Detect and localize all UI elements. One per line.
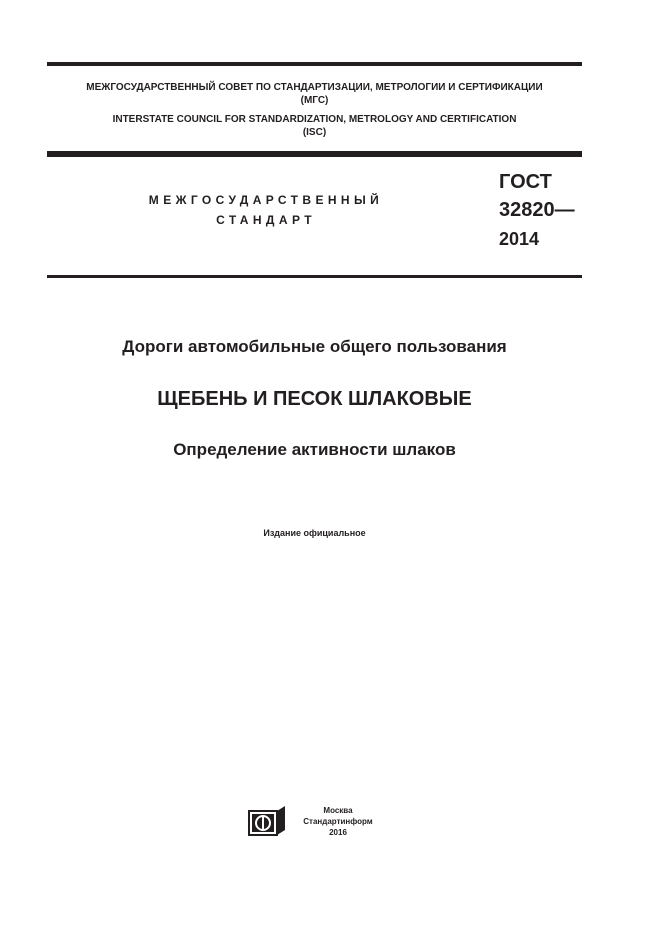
council-en-abbr: (ISC) <box>302 127 327 138</box>
standartinform-logo-icon <box>248 805 286 837</box>
publisher-year: 2016 <box>329 828 347 837</box>
document-subtitle: Определение активности шлаков <box>173 440 456 459</box>
document-title: ЩЕБЕНЬ И ПЕСОК ШЛАКОВЫЕ <box>157 388 472 410</box>
council-ru-abbr: (МГС) <box>300 95 329 106</box>
publisher-city: Москва <box>323 806 353 815</box>
gost-label: ГОСТ <box>499 171 552 193</box>
document-subject: Дороги автомобильные общего пользования <box>122 337 507 356</box>
publisher-name: Стандартинформ <box>303 817 373 826</box>
top-rule <box>47 62 582 66</box>
bottom-rule <box>47 275 582 278</box>
standard-type-line2: СТАНДАРТ <box>216 213 316 227</box>
council-en-line1: INTERSTATE COUNCIL FOR STANDARDIZATION, METROLOGY AND CERTIFICATION <box>112 114 517 125</box>
gost-year: 2014 <box>499 229 540 249</box>
standard-type-line1: МЕЖГОСУДАРСТВЕННЫЙ <box>148 193 384 207</box>
middle-rule <box>47 151 582 157</box>
edition-label: Издание официальное <box>263 528 366 538</box>
gost-number: 32820— <box>499 199 575 221</box>
council-ru-line1: МЕЖГОСУДАРСТВЕННЫЙ СОВЕТ ПО СТАНДАРТИЗАЦИИ, МЕТРОЛОГИИ И СЕРТИФИКАЦИИ <box>86 82 543 93</box>
